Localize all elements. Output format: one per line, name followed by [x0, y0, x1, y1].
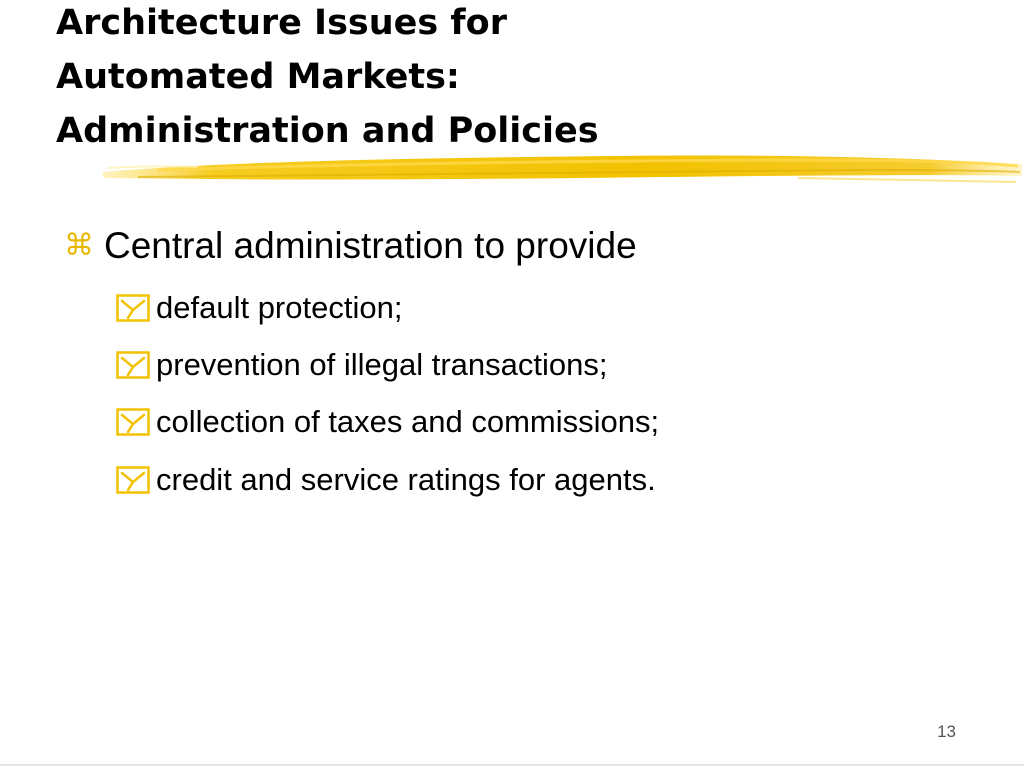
- slide-title: [56, 0, 956, 158]
- sub-bullet-text: default protection;: [156, 290, 403, 325]
- title-line-1: Architecture Issues for: [56, 3, 507, 43]
- title-line-2: Automated Markets:: [56, 57, 460, 97]
- main-bullet-text: Central administration to provide: [104, 225, 637, 266]
- checkbox-y-icon: [116, 466, 150, 494]
- title-line-3: Administration and Policies: [56, 111, 599, 151]
- sub-bullet-text: prevention of illegal transactions;: [156, 347, 608, 382]
- sub-bullet-1: [116, 288, 402, 328]
- sub-bullet-text: credit and service ratings for agents.: [156, 462, 656, 497]
- yellow-brush-stroke-divider: [98, 148, 1024, 188]
- checkbox-y-icon: [116, 408, 150, 436]
- checkbox-y-icon: [116, 294, 150, 322]
- command-key-icon: ⌘: [64, 228, 94, 263]
- main-bullet: [64, 222, 637, 270]
- page-number: 13: [937, 722, 956, 741]
- sub-bullet-4: [116, 460, 656, 500]
- bottom-divider: [0, 764, 1024, 766]
- checkbox-y-icon: [116, 351, 150, 379]
- sub-bullet-text: collection of taxes and commissions;: [156, 404, 660, 439]
- sub-bullet-3: [116, 402, 659, 442]
- sub-bullet-2: [116, 345, 607, 385]
